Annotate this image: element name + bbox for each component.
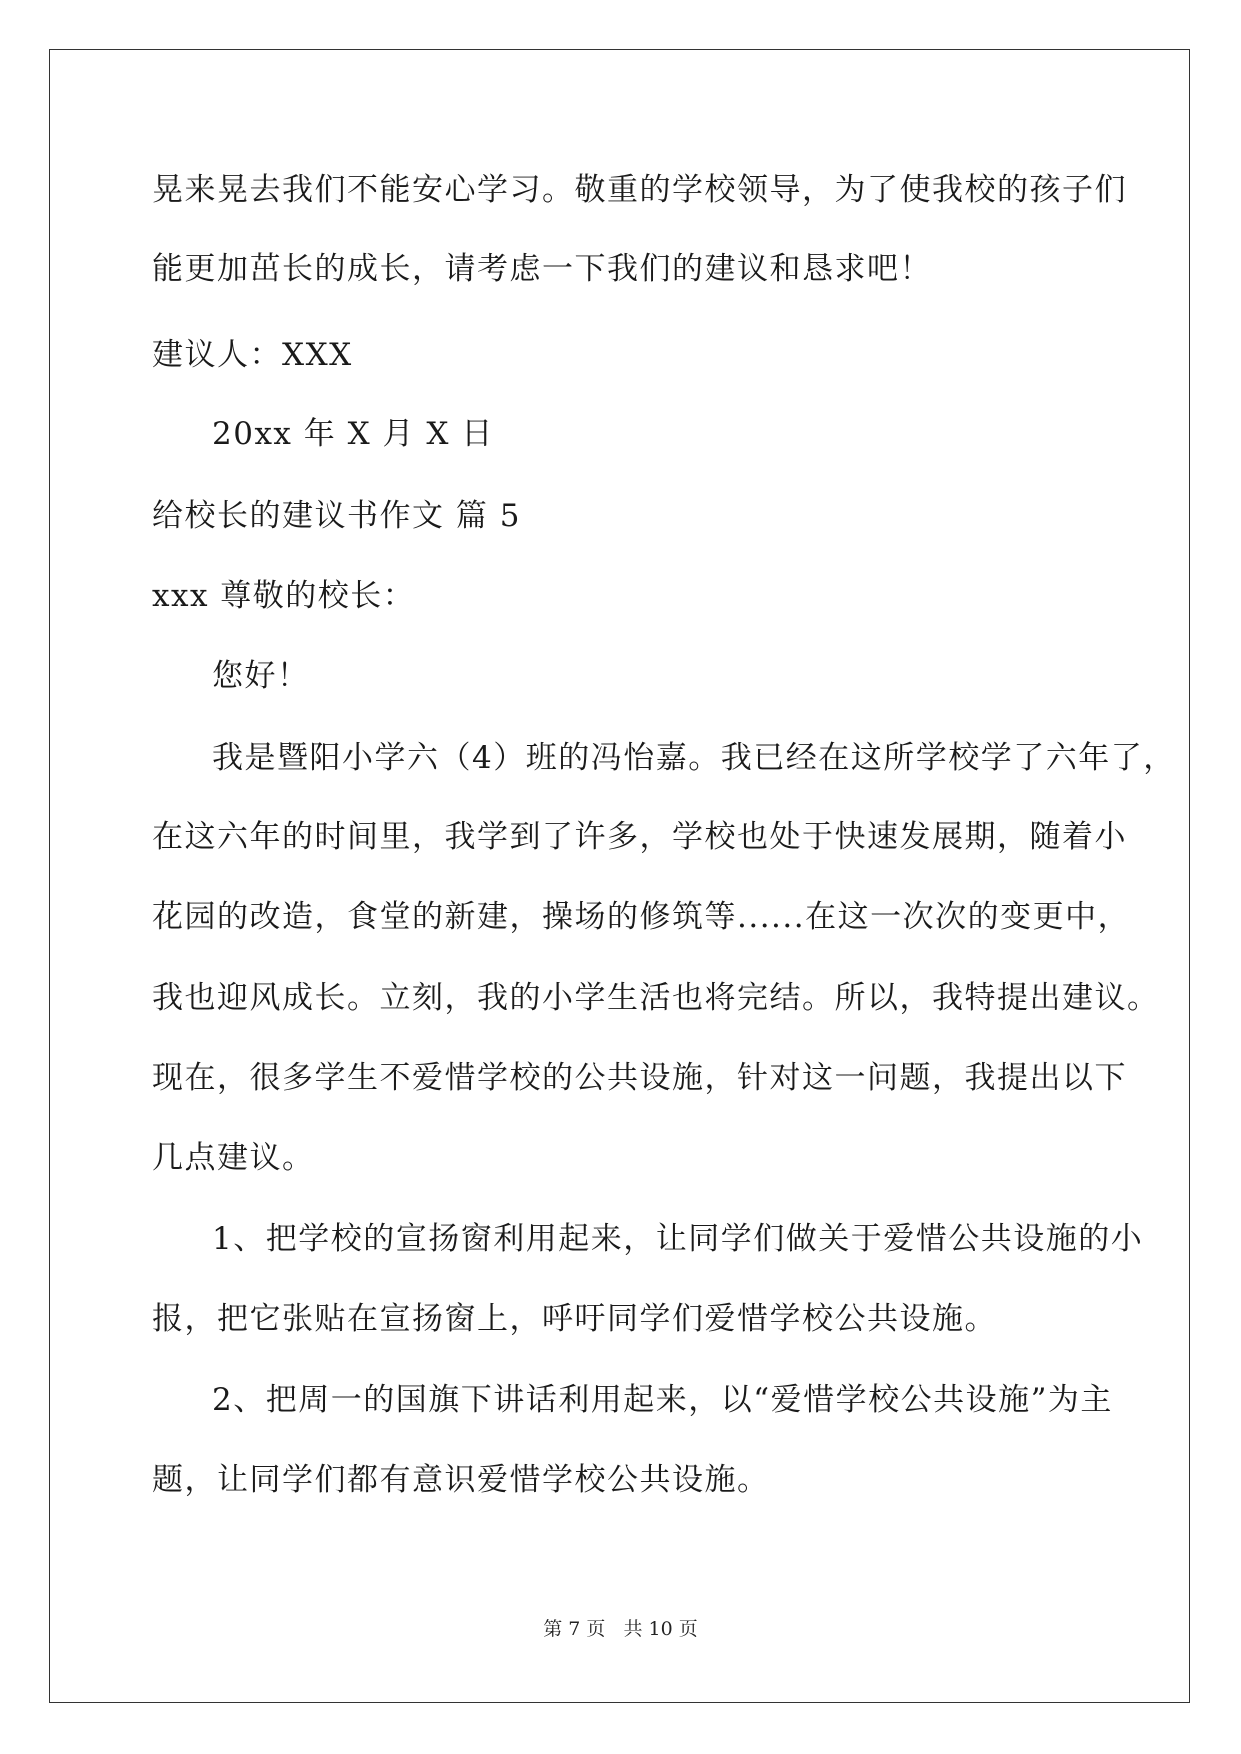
paragraph-line: 现在，很多学生不爱惜学校的公共设施，针对这一问题，我提出以下 bbox=[152, 1060, 1127, 1096]
date-line: 20xx 年 X 月 X 日 bbox=[212, 416, 494, 452]
greeting: 您好！ bbox=[212, 658, 310, 694]
suggestion-1-line: 1、把学校的宣扬窗利用起来，让同学们做关于爱惜公共设施的小 bbox=[212, 1221, 1144, 1257]
page-border bbox=[49, 49, 1190, 1703]
paragraph-line: 我也迎风成长。立刻，我的小学生活也将完结。所以，我特提出建议。 bbox=[152, 980, 1160, 1016]
suggestion-2-line: 2、把周一的国旗下讲话利用起来，以“爱惜学校公共设施”为主 bbox=[212, 1382, 1113, 1418]
paragraph-line: 几点建议。 bbox=[152, 1140, 315, 1176]
paragraph-line: 在这六年的时间里，我学到了许多，学校也处于快速发展期，随着小 bbox=[152, 819, 1127, 855]
body-line-1: 晃来晃去我们不能安心学习。敬重的学校领导，为了使我校的孩子们 bbox=[152, 172, 1127, 208]
body-line-2: 能更加茁长的成长，请考虑一下我们的建议和恳求吧！ bbox=[152, 251, 932, 287]
paragraph-line: 花园的改造，食堂的新建，操场的修筑等......在这一次次的变更中， bbox=[152, 899, 1131, 935]
signature-line: 建议人：XXX bbox=[152, 337, 353, 373]
essay-title: 给校长的建议书作文 篇 5 bbox=[152, 498, 521, 534]
suggestion-2-line: 题，让同学们都有意识爱惜学校公共设施。 bbox=[152, 1462, 770, 1498]
page-number-footer: 第 7 页 共 10 页 bbox=[543, 1618, 698, 1640]
suggestion-1-line: 报，把它张贴在宣扬窗上，呼吁同学们爱惜学校公共设施。 bbox=[152, 1301, 997, 1337]
salutation: xxx 尊敬的校长： bbox=[152, 578, 416, 614]
paragraph-line: 我是暨阳小学六（4）班的冯怡嘉。我已经在这所学校学了六年了， bbox=[212, 740, 1176, 776]
